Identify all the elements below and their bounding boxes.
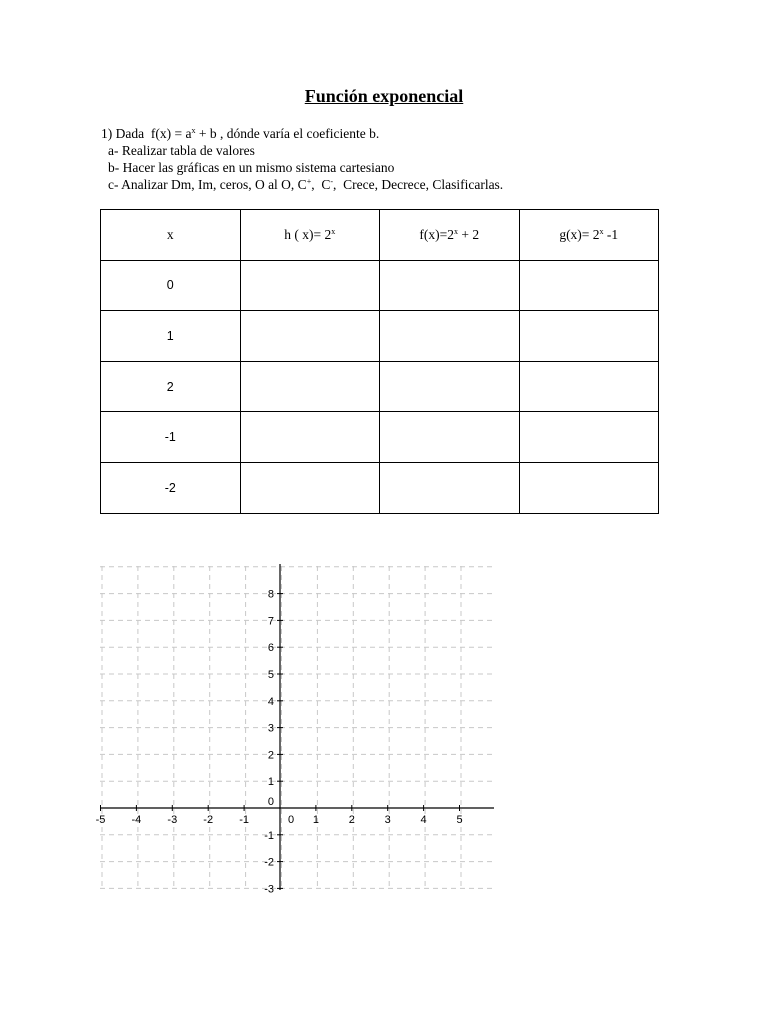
g-value-cell[interactable] xyxy=(519,311,659,362)
x-tick-labels xyxy=(96,814,463,826)
header-g-after: -1 xyxy=(603,226,619,242)
page-title: Función exponencial xyxy=(304,86,464,106)
y-tick-label: 8 xyxy=(267,588,274,601)
y-tick-label: 5 xyxy=(267,669,274,681)
problem-item-c-sup-plus: + xyxy=(306,177,312,186)
g-value-cell[interactable] xyxy=(519,361,659,412)
x-tick-label: 2 xyxy=(348,814,355,826)
axes xyxy=(100,564,494,890)
y-tick-label: -1 xyxy=(264,829,274,842)
f-value-cell[interactable] xyxy=(380,260,520,311)
g-value-cell[interactable] xyxy=(519,260,659,311)
table-row xyxy=(101,361,659,412)
header-f-after: + 2 xyxy=(457,226,480,242)
header-h-text: h ( x)= 2 xyxy=(284,226,332,242)
x-tick-label: -5 xyxy=(95,814,106,826)
cartesian-grid[interactable] xyxy=(95,562,498,896)
header-f-text: f(x)=2 xyxy=(419,226,454,242)
problem-item-a: a- Realizar tabla de valores xyxy=(108,143,255,158)
y-tick-label: -3 xyxy=(264,883,274,896)
f-value-cell[interactable] xyxy=(380,412,520,463)
problem-item-c-text: c- Analizar Dm, Im, ceros, O al O, C xyxy=(108,177,307,192)
x-tick-label: 0 xyxy=(287,814,295,826)
header-f xyxy=(380,210,520,261)
g-value-cell[interactable] xyxy=(519,412,659,463)
problem-line-1 xyxy=(101,125,503,142)
y-tick-label: -2 xyxy=(264,856,274,869)
x-tick-label: 4 xyxy=(420,814,427,826)
values-table xyxy=(100,209,659,514)
grid-lines xyxy=(100,566,492,890)
h-value-cell[interactable] xyxy=(240,361,380,412)
header-x xyxy=(101,210,241,261)
problem-item-b: b- Hacer las gráficas en un mismo sistema cartesiano xyxy=(108,160,395,175)
table-row xyxy=(101,462,659,513)
header-g xyxy=(519,210,659,261)
y-tick-label: 0 xyxy=(267,796,274,808)
h-value-cell[interactable] xyxy=(240,260,380,311)
x-value-cell: 1 xyxy=(101,311,241,362)
header-g-text: g(x)= 2 xyxy=(559,226,600,242)
x-tick-label: -4 xyxy=(131,814,142,826)
g-value-cell[interactable] xyxy=(519,462,659,513)
header-h-exponent: x xyxy=(331,226,336,236)
problem-item-c xyxy=(101,176,503,193)
y-tick-labels xyxy=(264,589,274,896)
table-row xyxy=(101,311,659,362)
f-value-cell[interactable] xyxy=(380,311,520,362)
problem-line-1-exponent: x xyxy=(191,126,196,135)
x-tick-label: -1 xyxy=(239,814,249,826)
x-tick-label: 3 xyxy=(384,814,391,826)
problem-item-c-text-3: , Crece, Decrece, Clasificarlas. xyxy=(333,177,504,192)
x-value-cell: -1 xyxy=(101,412,241,463)
x-value-cell: 2 xyxy=(101,361,241,412)
header-g-exponent: x xyxy=(599,226,604,236)
y-tick-label: 3 xyxy=(267,722,274,735)
y-tick-label: 7 xyxy=(267,615,274,628)
problem-item-c-text-2: , C xyxy=(311,177,331,192)
x-tick-label: 1 xyxy=(312,814,319,826)
table-row xyxy=(101,260,659,311)
h-value-cell[interactable] xyxy=(240,311,380,362)
h-value-cell[interactable] xyxy=(240,412,380,463)
problem-statement xyxy=(101,125,503,193)
x-tick-label: -3 xyxy=(167,814,178,826)
x-tick-label: -2 xyxy=(203,814,214,826)
y-tick-label: 2 xyxy=(267,749,274,762)
y-tick-label: 4 xyxy=(267,695,274,708)
x-value-cell: -2 xyxy=(101,462,241,513)
f-value-cell[interactable] xyxy=(380,462,520,513)
f-value-cell[interactable] xyxy=(380,361,520,412)
y-tick-label: 6 xyxy=(267,642,274,655)
table-row xyxy=(101,412,659,463)
x-tick-label: 5 xyxy=(456,814,463,826)
problem-item-c-sup-minus: - xyxy=(330,177,334,186)
y-tick-label: 1 xyxy=(267,776,274,789)
values-table-header-row xyxy=(101,210,659,261)
x-value-cell: 0 xyxy=(101,260,241,311)
problem-line-1-text: 1) Dada f(x) = a xyxy=(101,126,192,141)
h-value-cell[interactable] xyxy=(240,462,380,513)
header-f-exponent: x xyxy=(453,226,458,236)
header-x-text: x xyxy=(166,226,174,242)
problem-line-1-rest: + b , dónde varía el coeficiente b. xyxy=(195,126,380,141)
header-h xyxy=(240,210,380,261)
